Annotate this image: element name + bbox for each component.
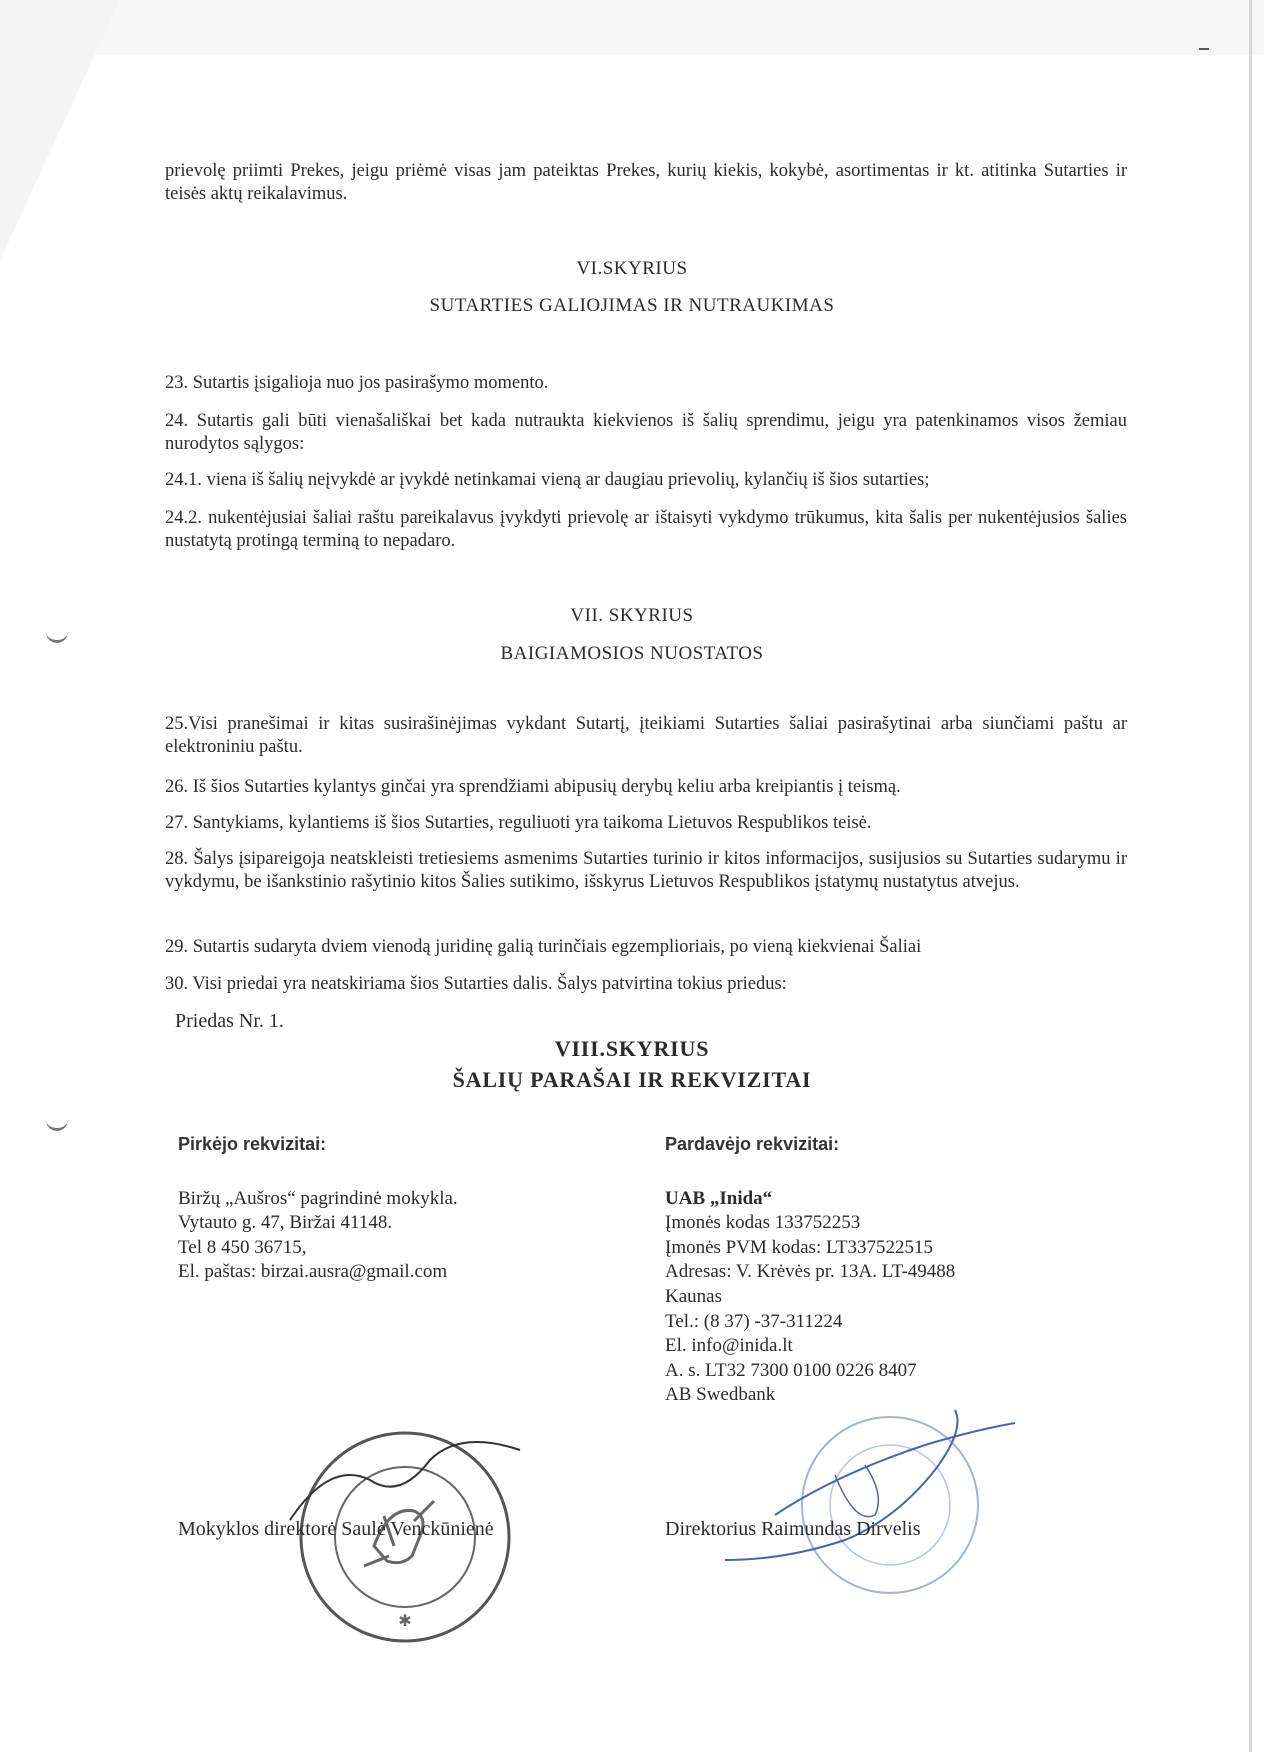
seller-signature-line: Direktorius Raimundas Dirvelis — [665, 1518, 921, 1540]
seller-city: Kaunas — [665, 1285, 722, 1307]
seller-details — [665, 1132, 955, 1408]
seller-name: UAB „Inida“ — [665, 1187, 773, 1209]
clause-25: 25.Visi pranešimai ir kitas susirašinėjimas vykdant Sutartį, įteikiami Sutarties šaliai pasirašytinai arba siunčiami paštu ar elektroniniu paštu. — [165, 714, 1127, 757]
seller-email: El. info@inida.lt — [665, 1335, 793, 1357]
intro-paragraph: prievolę priimti Prekes, jeigu priėmė visas jam pateiktas Prekes, kurių kiekis, kokybė, asortimentas ir kt. atitinka Sutarties ir teisės aktų reikalavimus. — [165, 161, 1127, 204]
seller-title: Pardavėjo rekvizitai: — [665, 1134, 840, 1154]
section-6-heading: VI.SKYRIUS — [576, 258, 688, 279]
section-8-heading: VIII.SKYRIUS — [554, 1036, 710, 1061]
annex-label: Priedas Nr. 1. — [175, 1010, 284, 1032]
seller-phone: Tel.: (8 37) -37-311224 — [665, 1310, 843, 1332]
seller-code: Įmonės kodas 133752253 — [665, 1212, 861, 1234]
buyer-phone: Tel 8 450 36715, — [178, 1236, 307, 1258]
clause-23: 23. Sutartis įsigalioja nuo jos pasirašymo momento. — [165, 373, 549, 393]
section-8-title: ŠALIŲ PARAŠAI IR REKVIZITAI — [452, 1067, 812, 1092]
buyer-email: El. paštas: birzai.ausra@gmail.com — [178, 1261, 448, 1283]
clause-29: 29. Sutartis sudaryta dviem vienodą juridinę galią turinčiais egzemplioriais, po vieną kiekvienai Šaliai — [165, 937, 922, 957]
seller-address: Adresas: V. Krėvės pr. 13A. LT-49488 — [665, 1261, 956, 1283]
clause-30: 30. Visi priedai yra neatskiriama šios Sutarties dalis. Šalys patvirtina tokius priedus: — [165, 974, 787, 994]
scan-mark — [1199, 48, 1209, 50]
buyer-address: Vytauto g. 47, Biržai 41148. — [178, 1212, 393, 1234]
clause-24: 24. Sutartis gali būti vienašališkai bet kada nutraukta kiekvienos iš šalių sprendimu, jeigu yra patenkinamos visos žemiau nurodytos sąlygos: — [165, 411, 1127, 454]
clause-24-2: 24.2. nukentėjusiai šaliai raštu pareikalavus įvykdyti prievolę ar ištaisyti vykdymo trūkumus, kita šalis per nukentėjusios šalies nustatytą protingą terminą to nepadaro. — [165, 508, 1127, 551]
section-7-heading: VII. SKYRIUS — [570, 605, 694, 626]
seller-signature — [715, 1405, 1055, 1565]
seller-vat: Įmonės PVM kodas: LT337522515 — [665, 1236, 933, 1258]
scan-top-margin — [0, 0, 1264, 55]
clause-28: 28. Šalys įsipareigoja neatskleisti tretiesiems asmenims Sutarties turinio ir kitos informacijos, susijusios su Sutarties sudarymu ir vykdymu, be išankstinio rašytinio kitos Šalies sutikimo, išskyrus Lietuvos Respublikos įstatymų nustatytus atvejus. — [165, 849, 1127, 892]
clause-26: 26. Iš šios Sutarties kylantys ginčai yra sprendžiami abipusių derybų keliu arba kreipiantis į teismą. — [165, 777, 901, 797]
section-7-title: BAIGIAMOSIOS NUOSTATOS — [500, 643, 764, 664]
punch-hole-mark — [46, 628, 68, 643]
section-6-title: SUTARTIES GALIOJIMAS IR NUTRAUKIMAS — [429, 295, 835, 316]
punch-hole-mark — [46, 1116, 68, 1131]
clause-24-1: 24.1. viena iš šalių neįvykdė ar įvykdė netinkamai vieną ar daugiau prievolių, kylančių iš šios sutarties; — [165, 470, 930, 490]
scan-edge-shadow — [0, 0, 120, 260]
buyer-details — [178, 1132, 458, 1285]
svg-text:✱: ✱ — [398, 1613, 412, 1630]
seller-bank: AB Swedbank — [665, 1384, 776, 1406]
buyer-title: Pirkėjo rekvizitai: — [178, 1134, 327, 1154]
seller-account: A. s. LT32 7300 0100 0226 8407 — [665, 1359, 917, 1381]
buyer-name: Biržų „Aušros“ pagrindinė mokykla. — [178, 1187, 458, 1209]
buyer-signature-line: Mokyklos direktorė Saulė Venckūnienė — [178, 1518, 494, 1540]
clause-27: 27. Santykiams, kylantiems iš šios Sutarties, reguliuoti yra taikoma Lietuvos Respublikos teisė. — [165, 813, 872, 833]
